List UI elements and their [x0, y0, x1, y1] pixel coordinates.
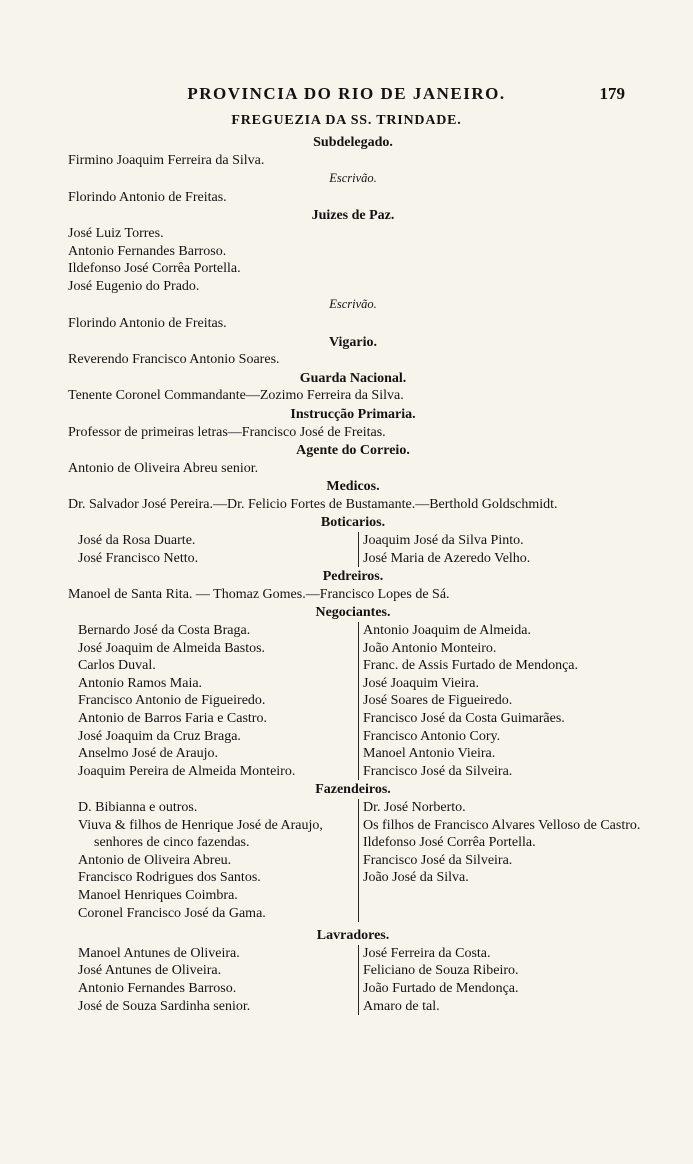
- section-title-escrivao: Escrivão.: [329, 171, 377, 186]
- list-item: José de Souza Sardinha senior.: [78, 998, 251, 1014]
- page-header: [0, 84, 693, 108]
- list-item: Anselmo José de Araujo.: [78, 746, 218, 762]
- list-item: José da Rosa Duarte.: [78, 533, 196, 549]
- list-item: José Maria de Azeredo Velho.: [363, 550, 531, 566]
- list-item: João Furtado de Mendonça.: [363, 980, 519, 996]
- list-item: Manoel Antunes de Oliveira.: [78, 945, 240, 961]
- list-item: Ildefonso José Corrêa Portella.: [68, 261, 241, 277]
- section-title-guarda-nacional: Guarda Nacional.: [299, 370, 407, 386]
- list-item: Coronel Francisco José da Gama.: [78, 905, 266, 921]
- column-left: [78, 799, 358, 922]
- list-item: Joaquim José da Silva Pinto.: [363, 533, 524, 549]
- list-item: Florindo Antonio de Freitas.: [68, 189, 227, 205]
- directory-content: [68, 134, 641, 1015]
- list-item: José Soares de Figueiredo.: [363, 693, 513, 709]
- section-title-pedreiros: Pedreiros.: [322, 569, 384, 585]
- page-title: PROVINCIA DO RIO DE JANEIRO.: [187, 84, 506, 103]
- list-item: Antonio de Barros Faria e Castro.: [78, 711, 267, 726]
- list-item: José Joaquim de Almeida Bastos.: [78, 640, 266, 656]
- list-item: Feliciano de Souza Ribeiro.: [363, 963, 519, 979]
- section-title-negociantes: Negociantes.: [315, 605, 391, 621]
- list-item: Amaro de tal.: [363, 998, 440, 1014]
- list-item: José Eugenio do Prado.: [68, 278, 200, 294]
- list-item: Ildefonso José Corrêa Portella.: [363, 835, 536, 851]
- column-left: [78, 532, 358, 567]
- section-title-subdelegado: Subdelegado.: [313, 135, 393, 150]
- list-item: Francisco Antonio de Figueiredo.: [78, 693, 266, 709]
- list-item: João José da Silva.: [363, 870, 469, 886]
- section-title-escrivao: Escrivão.: [329, 297, 377, 312]
- list-item: Os filhos de Francisco Alvares Velloso de Castro.: [363, 817, 641, 833]
- list-item: Reverendo Francisco Antonio Soares.: [68, 352, 280, 368]
- list-item: Francisco José da Costa Guimarães.: [363, 711, 565, 726]
- list-item: D. Bibianna e outros.: [78, 799, 198, 815]
- list-item: Manoel Antonio Vieira.: [363, 746, 496, 762]
- section-title-fazendeiros: Fazendeiros.: [315, 782, 391, 798]
- list-item: Dr. José Norberto.: [363, 799, 466, 815]
- list-item: Joaquim Pereira de Almeida Monteiro.: [78, 763, 296, 779]
- section-title-agente-do-correio: Agente do Correio.: [296, 443, 410, 459]
- column-right: [358, 799, 645, 922]
- list-item: Franc. de Assis Furtado de Mendonça.: [363, 658, 579, 674]
- list-item: Antonio de Oliveira Abreu senior.: [68, 460, 259, 476]
- list-item: José Francisco Netto.: [78, 550, 199, 566]
- section-title-medicos: Medicos.: [326, 479, 380, 495]
- two-column-list: [78, 799, 648, 922]
- list-item: Antonio Fernandes Barroso.: [68, 243, 227, 259]
- column-right: [358, 532, 645, 567]
- list-item: Francisco Antonio Cory.: [363, 728, 501, 744]
- list-item: Dr. Salvador José Pereira.—Dr. Felicio Fortes de Bustamante.—Berthold Goldschmidt.: [68, 496, 558, 512]
- list-item: Bernardo José da Costa Braga.: [78, 623, 251, 639]
- column-left: [78, 622, 358, 780]
- list-item: José Ferreira da Costa.: [363, 945, 491, 961]
- list-item: Florindo Antonio de Freitas.: [68, 315, 227, 331]
- column-left: [78, 945, 358, 1015]
- two-column-list: [78, 622, 648, 780]
- list-item: José Antunes de Oliveira.: [78, 963, 222, 979]
- list-item: João Antonio Monteiro.: [363, 640, 497, 656]
- list-item: Carlos Duval.: [78, 658, 156, 674]
- section-title-lavradores: Lavradores.: [316, 928, 390, 944]
- two-column-list: [78, 532, 648, 567]
- section-title-vigario: Vigario.: [328, 334, 378, 350]
- list-item: Antonio de Oliveira Abreu.: [78, 852, 232, 868]
- list-item: Firmino Joaquim Ferreira da Silva.: [68, 152, 265, 168]
- list-item: José Joaquim da Cruz Braga.: [78, 728, 241, 744]
- list-item: Francisco Rodrigues dos Santos.: [78, 870, 261, 886]
- column-right: [358, 622, 645, 780]
- page-number: 179: [599, 84, 625, 103]
- section-title-instrucao-primaria: Instrucção Primaria.: [290, 406, 416, 422]
- list-item: Antonio Ramos Maia.: [78, 675, 203, 691]
- list-item: Viuva & filhos de Henrique José de Araujo, senhores de cinco fazendas.: [78, 817, 323, 851]
- section-title-boticarios: Boticarios.: [320, 515, 386, 531]
- list-item: José Luiz Torres.: [68, 225, 164, 241]
- list-item: Manoel Henriques Coimbra.: [78, 887, 238, 903]
- list-item: Professor de primeiras letras—Francisco José de Freitas.: [68, 424, 386, 440]
- list-item: Francisco José da Silveira.: [363, 852, 513, 868]
- list-item: Tenente Coronel Commandante—Zozimo Ferreira da Silva.: [68, 388, 404, 404]
- parish-title: FREGUEZIA DA SS. TRINDADE.: [231, 113, 462, 128]
- list-item: Antonio Joaquim de Almeida.: [363, 623, 531, 639]
- list-item: Francisco José da Silveira.: [363, 763, 513, 779]
- list-item: Manoel de Santa Rita. — Thomaz Gomes.—Francisco Lopes de Sá.: [68, 586, 450, 602]
- list-item: José Joaquim Vieira.: [363, 675, 479, 691]
- section-title-juizes-de-paz: Juizes de Paz.: [311, 208, 395, 224]
- two-column-list: [78, 945, 648, 1015]
- column-right: [358, 945, 645, 1015]
- list-item: Antonio Fernandes Barroso.: [78, 980, 237, 996]
